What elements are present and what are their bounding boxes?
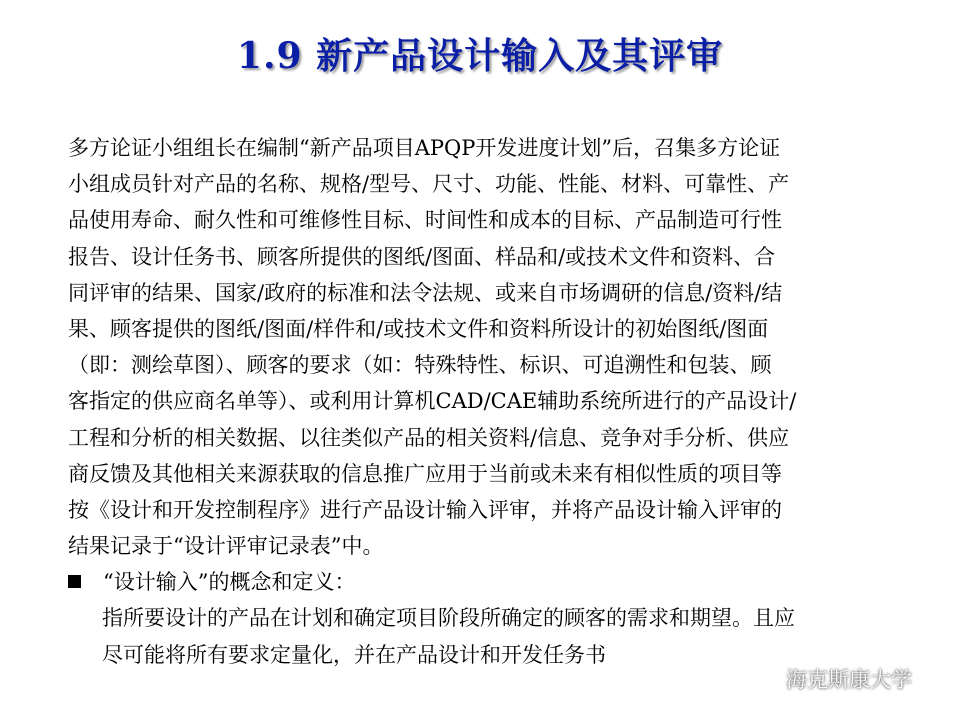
paragraph-line: 小组成员针对产品的名称、规格/型号、尺寸、功能、性能、材料、可靠性、产 [68, 172, 790, 197]
paragraph-line: 品使用寿命、耐久性和可维修性目标、时间性和成本的目标、产品制造可行性 [68, 208, 782, 233]
slide-title: 1.9 新产品设计输入及其评审 [236, 35, 724, 77]
bullet-item [68, 564, 908, 600]
definition-line: 指所要设计的产品在计划和确定项目阶段所确定的顾客的需求和期望。且应 [102, 606, 795, 631]
wechat-icon [752, 667, 782, 691]
paragraph-line: 商反馈及其他相关来源获取的信息推广应用于当前或未来有相似性质的项目等 [68, 461, 782, 486]
paragraph-line: 结果记录于“设计评审记录表”中。 [68, 534, 384, 559]
paragraph-line: 客指定的供应商名单等）、或利用计算机CAD/CAE辅助系统所进行的产品设计/ [68, 389, 797, 414]
paragraph-line: 果、顾客提供的图纸/图面/样件和/或技术文件和资料所设计的初始图纸/图面 [68, 316, 769, 341]
watermark-text: 海克斯康大学 [786, 668, 912, 692]
paragraph-line: 工程和分析的相关数据、以往类似产品的相关资料/信息、竞争对手分析、供应 [68, 425, 790, 450]
paragraph-line: 同评审的结果、国家/政府的标准和法令法规、或来自市场调研的信息/资料/结 [68, 280, 783, 305]
slide-body [68, 130, 908, 673]
paragraph-line: 报告、设计任务书、顾客所提供的图纸/图面、样品和/或技术文件和资料、合 [68, 244, 776, 269]
watermark [752, 662, 952, 696]
paragraph-line: 多方论证小组组长在编制“新产品项目APQP开发进度计划”后，召集多方论证 [68, 136, 781, 160]
paragraph-line: 按《设计和开发控制程序》进行产品设计输入评审，并将产品设计输入评审的 [68, 497, 782, 522]
definition-line: 尽可能将所有要求定量化，并在产品设计和开发任务书 [102, 642, 606, 667]
bullet-heading: “设计输入”的概念和定义： [103, 570, 356, 595]
paragraph-line: （即：测绘草图）、顾客的要求（如：特殊特性、标识、可追溯性和包装、顾 [68, 353, 772, 378]
square-bullet-icon [68, 575, 81, 588]
